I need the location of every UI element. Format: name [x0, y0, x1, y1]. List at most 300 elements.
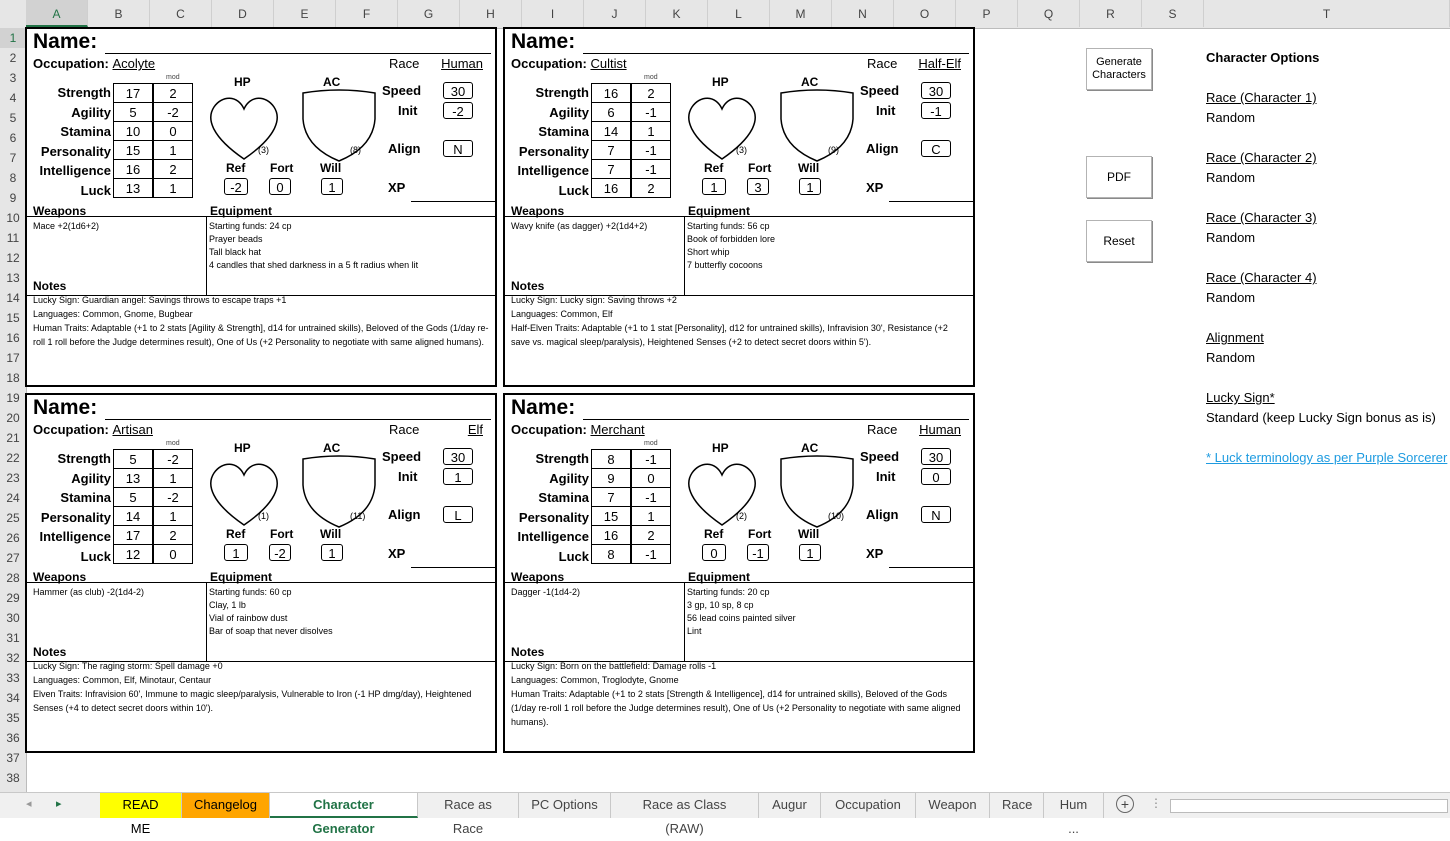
- sheet-tab[interactable]: Changelog: [182, 793, 270, 818]
- row-header[interactable]: 24: [6, 491, 20, 505]
- ac-value: (9): [828, 145, 839, 155]
- ac-label: AC: [323, 441, 341, 455]
- stat-row: [114, 526, 193, 545]
- stat-names: [27, 83, 111, 200]
- notes-text: [33, 293, 491, 349]
- stat-modifier: -2: [153, 488, 193, 507]
- will-label: Will: [320, 161, 342, 175]
- stat-modifier: 0: [631, 469, 671, 488]
- column-header[interactable]: M: [770, 0, 832, 27]
- stat-modifier: -1: [631, 160, 671, 179]
- stat-score[interactable]: 14: [114, 507, 154, 526]
- stat-modifier: 1: [153, 141, 193, 160]
- column-header[interactable]: Q: [1018, 0, 1080, 27]
- generate-characters-button[interactable]: Generate Characters: [1086, 48, 1152, 90]
- note-line: Lucky Sign: Lucky sign: Saving throws +2: [511, 295, 677, 305]
- race-character-1-value[interactable]: Random: [1206, 110, 1256, 125]
- row-header[interactable]: 27: [6, 551, 20, 565]
- note-line: Human Traits: Adaptable (+1 to 2 stats [Agility & Strength], d14 for untrained skills), Beloved of the Gods (1/day re-roll 1 roll before the Judge determines result), One of Us (+2 Personality to negotiate with same aligned humans).: [33, 323, 489, 347]
- race-character-2-value[interactable]: Random: [1206, 170, 1256, 185]
- sheet-tab-bar: [0, 792, 1450, 836]
- row-header[interactable]: 26: [6, 531, 20, 545]
- weapons-label: Weapons: [33, 570, 87, 584]
- equipment-item: 3 gp, 10 sp, 8 cp: [687, 600, 754, 610]
- sheet-tab[interactable]: PC Options: [519, 793, 611, 818]
- occupation-field: [511, 422, 645, 437]
- sheet-tab[interactable]: Character Generator: [270, 793, 418, 818]
- ref-label: Ref: [226, 527, 246, 541]
- stat-row: [114, 122, 193, 141]
- ref-save-box[interactable]: -2: [224, 178, 248, 195]
- race-character-3-label: Race (Character 3): [1206, 210, 1317, 225]
- speed-label: Speed: [382, 449, 422, 464]
- hp-value: (1): [258, 511, 269, 521]
- ref-save-box[interactable]: 1: [224, 544, 248, 561]
- sheet-tab[interactable]: Augur: [759, 793, 821, 818]
- sheet-tab[interactable]: Weapon: [916, 793, 990, 818]
- stat-score[interactable]: 8: [592, 545, 632, 564]
- stat-name: Strength: [57, 85, 111, 100]
- stat-name: Agility: [549, 470, 589, 486]
- reset-button[interactable]: Reset: [1086, 220, 1152, 262]
- equipment-item: Lint: [687, 626, 702, 636]
- horizontal-scrollbar[interactable]: [1170, 799, 1448, 813]
- race-label: Race: [389, 422, 420, 437]
- notes-label: Notes: [511, 645, 545, 659]
- will-save-box[interactable]: 1: [321, 544, 343, 561]
- ac-label: AC: [801, 441, 819, 455]
- stat-name: Luck: [80, 548, 111, 564]
- column-header[interactable]: R: [1080, 0, 1142, 27]
- column-header[interactable]: A: [26, 0, 88, 27]
- heart-icon: [204, 455, 284, 529]
- hp-label: HP: [712, 441, 729, 455]
- stat-row: [114, 141, 193, 160]
- stats-table: [113, 83, 193, 198]
- occupation-field: [511, 56, 627, 71]
- column-header[interactable]: L: [708, 0, 770, 27]
- stat-score[interactable]: 13: [114, 469, 154, 488]
- stat-row: [592, 450, 671, 469]
- stat-score[interactable]: 9: [592, 469, 632, 488]
- name-field[interactable]: [105, 419, 491, 420]
- row-header[interactable]: 11: [6, 231, 20, 245]
- equipment-item: 56 lead coins painted silver: [687, 613, 796, 623]
- equipment-list: [687, 220, 775, 272]
- init-box[interactable]: -1: [921, 102, 951, 119]
- stat-modifier: -1: [631, 488, 671, 507]
- stat-modifier: 0: [153, 545, 193, 564]
- note-line: Half-Elven Traits: Adaptable (+1 to 1 stat [Personality], d12 for untrained skills), Infravision 30', Resistance (+2 save vs. magical sleep/paralysis), Heightened Senses (+2 to detect secret doors within 5').: [511, 323, 948, 347]
- equipment-item: 4 candles that shed darkness in a 5 ft radius when lit: [209, 260, 419, 270]
- stat-row: [114, 84, 193, 103]
- will-save-box[interactable]: 1: [799, 544, 821, 561]
- stat-row: [114, 179, 193, 198]
- stat-score[interactable]: 7: [592, 141, 632, 160]
- stat-row: [592, 507, 671, 526]
- stat-score[interactable]: 16: [592, 179, 632, 198]
- stat-modifier: 2: [631, 526, 671, 545]
- hp-label: HP: [234, 441, 251, 455]
- stat-name: Stamina: [60, 490, 111, 505]
- row-header[interactable]: 10: [6, 211, 20, 225]
- align-label: Align: [388, 507, 421, 522]
- race-character-1-label: Race (Character 1): [1206, 90, 1317, 105]
- sheet-tab[interactable]: Hum ...: [1044, 793, 1104, 818]
- equipment-item: Clay, 1 lb: [209, 600, 246, 610]
- stat-row: [592, 122, 671, 141]
- stat-row: [592, 84, 671, 103]
- row-header[interactable]: 15: [6, 311, 20, 325]
- equipment-item: Starting funds: 20 cp: [687, 587, 770, 597]
- occupation-value: Artisan: [112, 422, 153, 437]
- stat-name: Agility: [71, 470, 111, 486]
- will-label: Will: [798, 161, 820, 175]
- row-header[interactable]: 14: [6, 291, 20, 305]
- stats-table: [591, 449, 671, 564]
- stat-modifier: -1: [631, 141, 671, 160]
- weapons-label: Weapons: [511, 204, 565, 218]
- column-header[interactable]: F: [336, 0, 398, 27]
- stat-name: Luck: [80, 182, 111, 198]
- stat-row: [114, 545, 193, 564]
- name-field[interactable]: [583, 419, 969, 420]
- note-line: Lucky Sign: The raging storm: Spell damage +0: [33, 661, 223, 671]
- init-label: Init: [876, 103, 896, 118]
- row-header[interactable]: 21: [6, 431, 20, 445]
- init-label: Init: [398, 469, 418, 484]
- stat-modifier: 2: [153, 526, 193, 545]
- stat-modifier: 2: [631, 179, 671, 198]
- init-label: Init: [876, 469, 896, 484]
- fort-save-box[interactable]: 3: [747, 178, 769, 195]
- stat-row: [114, 488, 193, 507]
- column-header[interactable]: T: [1204, 0, 1450, 27]
- hp-label: HP: [234, 75, 251, 89]
- column-header[interactable]: C: [150, 0, 212, 27]
- stat-row: [592, 488, 671, 507]
- stats-table: [591, 83, 671, 198]
- note-line: Lucky Sign: Born on the battlefield: Damage rolls -1: [511, 661, 717, 671]
- stat-modifier: 2: [153, 160, 193, 179]
- ac-value: (11): [350, 511, 366, 521]
- stat-score[interactable]: 17: [114, 526, 154, 545]
- row-header[interactable]: 33: [6, 671, 20, 685]
- heart-icon: [682, 89, 762, 163]
- column-header[interactable]: I: [522, 0, 584, 27]
- stat-modifier: -1: [631, 103, 671, 122]
- stat-modifier: 1: [153, 469, 193, 488]
- speed-box[interactable]: 30: [443, 82, 473, 99]
- row-header[interactable]: 30: [6, 611, 20, 625]
- row-header[interactable]: 34: [6, 691, 20, 705]
- scroll-right-icon[interactable]: ▸: [56, 798, 62, 810]
- row-header[interactable]: 13: [6, 271, 20, 285]
- column-header[interactable]: O: [894, 0, 956, 27]
- divider: [684, 216, 685, 296]
- race-character-4-value[interactable]: Random: [1206, 290, 1256, 305]
- character-sheet: [503, 393, 975, 753]
- xp-field[interactable]: [411, 201, 495, 202]
- row-header[interactable]: 4: [9, 91, 17, 105]
- race-label: Race: [867, 422, 898, 437]
- hp-value: (3): [258, 145, 269, 155]
- equipment-list: [687, 586, 796, 638]
- name-field[interactable]: [583, 53, 969, 54]
- row-header[interactable]: 9: [9, 191, 17, 205]
- stats-table: [113, 449, 193, 564]
- stat-name: Strength: [535, 451, 589, 466]
- row-header[interactable]: 12: [6, 251, 20, 265]
- weapons-value: Dagger -1(1d4-2): [511, 587, 581, 597]
- row-header[interactable]: 19: [6, 391, 20, 405]
- stat-score[interactable]: 14: [592, 122, 632, 141]
- speed-box[interactable]: 30: [921, 448, 951, 465]
- row-header[interactable]: 37: [6, 751, 20, 765]
- init-box[interactable]: 1: [443, 468, 473, 485]
- occupation-value: Cultist: [590, 56, 627, 71]
- equipment-label: Equipment: [210, 570, 272, 584]
- column-headers: [0, 0, 1450, 29]
- fort-label: Fort: [270, 161, 294, 175]
- stat-names: [505, 83, 589, 200]
- will-save-box[interactable]: 1: [799, 178, 821, 195]
- stat-modifier: -2: [153, 103, 193, 122]
- tab-options-icon[interactable]: ⋮: [1150, 796, 1162, 810]
- column-header[interactable]: P: [956, 0, 1018, 27]
- character-sheet: [25, 393, 497, 753]
- stat-score[interactable]: 6: [592, 103, 632, 122]
- row-header[interactable]: 1: [0, 28, 26, 48]
- will-save-box[interactable]: 1: [321, 178, 343, 195]
- align-box[interactable]: N: [921, 506, 951, 523]
- stat-score[interactable]: 5: [114, 450, 154, 469]
- init-box[interactable]: 0: [921, 468, 951, 485]
- stat-score[interactable]: 7: [592, 160, 632, 179]
- row-header[interactable]: 16: [6, 331, 20, 345]
- stat-score[interactable]: 5: [114, 488, 154, 507]
- xp-label: XP: [866, 546, 884, 561]
- row-header[interactable]: 8: [9, 171, 17, 185]
- align-label: Align: [866, 507, 899, 522]
- fort-label: Fort: [748, 161, 772, 175]
- occupation-label: Occupation:: [511, 422, 587, 437]
- stat-score[interactable]: 7: [592, 488, 632, 507]
- stat-name: Luck: [558, 182, 589, 198]
- heart-icon: [204, 89, 284, 163]
- sheet-tab[interactable]: Race: [990, 793, 1044, 818]
- stat-score[interactable]: 15: [114, 141, 154, 160]
- add-sheet-icon[interactable]: +: [1116, 795, 1134, 813]
- ref-label: Ref: [226, 161, 246, 175]
- stat-score[interactable]: 16: [592, 526, 632, 545]
- xp-label: XP: [388, 180, 406, 195]
- fort-save-box[interactable]: -1: [747, 544, 769, 561]
- name-field[interactable]: [105, 53, 491, 54]
- stat-score[interactable]: 17: [114, 84, 154, 103]
- xp-field[interactable]: [889, 567, 973, 568]
- stat-names: [27, 449, 111, 566]
- stat-name: Stamina: [538, 124, 589, 139]
- stat-name: Stamina: [538, 490, 589, 505]
- stat-score[interactable]: 15: [592, 507, 632, 526]
- lucky-sign-label: Lucky Sign*: [1206, 390, 1275, 405]
- row-header[interactable]: 7: [9, 151, 17, 165]
- align-box[interactable]: L: [443, 506, 473, 523]
- occupation-value: Acolyte: [112, 56, 156, 71]
- row-header[interactable]: 5: [9, 111, 17, 125]
- note-line: Elven Traits: Infravision 60', Immune to magic sleep/paralysis, Vulnerable to Iron (-1 HP dmg/day), Heightened Senses (+4 to detect secret doors within 10').: [33, 689, 472, 713]
- init-label: Init: [398, 103, 418, 118]
- ac-label: AC: [801, 75, 819, 89]
- occupation-field: [33, 422, 153, 437]
- equipment-list: [209, 586, 333, 638]
- mod-label: mod: [644, 74, 658, 81]
- note-line: Languages: Common, Gnome, Bugbear: [33, 309, 193, 319]
- xp-field[interactable]: [411, 567, 495, 568]
- hp-label: HP: [712, 75, 729, 89]
- column-header[interactable]: S: [1142, 0, 1204, 27]
- shield-icon: [777, 455, 857, 529]
- column-header[interactable]: K: [646, 0, 708, 27]
- luck-terminology-link[interactable]: * Luck terminology as per Purple Sorcerer: [1206, 450, 1448, 465]
- column-header[interactable]: N: [832, 0, 894, 27]
- column-header[interactable]: H: [460, 0, 522, 27]
- fort-save-box[interactable]: 0: [269, 178, 291, 195]
- column-header[interactable]: J: [584, 0, 646, 27]
- align-box[interactable]: N: [443, 140, 473, 157]
- stat-score[interactable]: 16: [114, 160, 154, 179]
- occupation-label: Occupation:: [511, 56, 587, 71]
- character-sheet: [25, 27, 497, 387]
- stat-name: Agility: [71, 104, 111, 120]
- column-header[interactable]: G: [398, 0, 460, 27]
- notes-label: Notes: [33, 645, 67, 659]
- row-header[interactable]: 36: [6, 731, 20, 745]
- init-box[interactable]: -2: [443, 102, 473, 119]
- stat-name: Intelligence: [39, 163, 111, 178]
- divider: [206, 216, 207, 296]
- notes-text: [511, 659, 969, 729]
- speed-box[interactable]: 30: [443, 448, 473, 465]
- row-header[interactable]: 23: [6, 471, 20, 485]
- will-label: Will: [798, 527, 820, 541]
- row-header[interactable]: 38: [6, 771, 20, 785]
- align-label: Align: [388, 141, 421, 156]
- stat-name: Personality: [518, 143, 589, 159]
- ac-label: AC: [323, 75, 341, 89]
- stat-row: [114, 160, 193, 179]
- stat-name: Intelligence: [517, 163, 589, 178]
- row-header[interactable]: 6: [9, 131, 17, 145]
- fort-save-box[interactable]: -2: [269, 544, 291, 561]
- race-value: Human: [441, 56, 483, 71]
- hp-value: (2): [736, 511, 747, 521]
- stat-name: Strength: [57, 451, 111, 466]
- note-line: Languages: Common, Troglodyte, Gnome: [511, 675, 679, 685]
- stat-modifier: 1: [153, 179, 193, 198]
- scroll-left-icon[interactable]: ◂: [26, 798, 32, 810]
- row-header[interactable]: 31: [6, 631, 20, 645]
- stat-score[interactable]: 12: [114, 545, 154, 564]
- row-header[interactable]: 18: [6, 371, 20, 385]
- speed-label: Speed: [860, 449, 900, 464]
- stat-modifier: -1: [631, 545, 671, 564]
- stat-modifier: 1: [631, 122, 671, 141]
- equipment-label: Equipment: [688, 204, 750, 218]
- column-header[interactable]: E: [274, 0, 336, 27]
- sheet-tab[interactable]: Occupation: [821, 793, 916, 818]
- ref-save-box[interactable]: 1: [702, 178, 726, 195]
- race-character-3-value[interactable]: Random: [1206, 230, 1256, 245]
- row-header[interactable]: 28: [6, 571, 20, 585]
- alignment-value[interactable]: Random: [1206, 350, 1256, 365]
- row-header[interactable]: 29: [6, 591, 20, 605]
- sheet-tab[interactable]: READ ME: [100, 793, 182, 818]
- equipment-item: 7 butterfly cocoons: [687, 260, 763, 270]
- row-header[interactable]: 22: [6, 451, 20, 465]
- equipment-item: Tall black hat: [209, 247, 262, 257]
- pdf-button[interactable]: PDF: [1086, 156, 1152, 198]
- notes-label: Notes: [511, 279, 545, 293]
- stat-score[interactable]: 16: [592, 84, 632, 103]
- character-sheet: [503, 27, 975, 387]
- equipment-item: Short whip: [687, 247, 730, 257]
- stat-row: [114, 507, 193, 526]
- xp-field[interactable]: [889, 201, 973, 202]
- stat-score[interactable]: 13: [114, 179, 154, 198]
- fort-label: Fort: [270, 527, 294, 541]
- stat-score[interactable]: 10: [114, 122, 154, 141]
- row-header[interactable]: 2: [9, 51, 17, 65]
- stat-row: [592, 545, 671, 564]
- equipment-label: Equipment: [210, 204, 272, 218]
- shield-icon: [299, 455, 379, 529]
- stat-name: Strength: [535, 85, 589, 100]
- speed-label: Speed: [860, 83, 900, 98]
- row-header[interactable]: 20: [6, 411, 20, 425]
- xp-label: XP: [388, 546, 406, 561]
- stat-modifier: -1: [631, 450, 671, 469]
- row-header[interactable]: 3: [9, 71, 17, 85]
- align-box[interactable]: C: [921, 140, 951, 157]
- stat-modifier: 1: [153, 507, 193, 526]
- stat-row: [592, 160, 671, 179]
- hp-value: (3): [736, 145, 747, 155]
- race-value: Human: [919, 422, 961, 437]
- row-header[interactable]: 32: [6, 651, 20, 665]
- sheet-tab[interactable]: Race as Race: [418, 793, 519, 818]
- sheet-tab[interactable]: Race as Class (RAW): [611, 793, 759, 818]
- stat-score[interactable]: 5: [114, 103, 154, 122]
- ref-save-box[interactable]: 0: [702, 544, 726, 561]
- column-header[interactable]: D: [212, 0, 274, 27]
- row-header[interactable]: 17: [6, 351, 20, 365]
- weapons-value: Mace +2(1d6+2): [33, 221, 100, 231]
- column-header[interactable]: B: [88, 0, 150, 27]
- weapons-value: Wavy knife (as dagger) +2(1d4+2): [511, 221, 648, 231]
- equipment-item: Prayer beads: [209, 234, 263, 244]
- stat-score[interactable]: 8: [592, 450, 632, 469]
- row-header[interactable]: 25: [6, 511, 20, 525]
- stat-name: Stamina: [60, 124, 111, 139]
- row-header[interactable]: 35: [6, 711, 20, 725]
- speed-box[interactable]: 30: [921, 82, 951, 99]
- equipment-item: Starting funds: 60 cp: [209, 587, 292, 597]
- stat-row: [114, 469, 193, 488]
- lucky-sign-value[interactable]: Standard (keep Lucky Sign bonus as is): [1206, 410, 1436, 425]
- note-line: Human Traits: Adaptable (+1 to 2 stats [Strength & Intelligence], d14 for untrained skills), Beloved of the Gods (1/day re-roll 1 roll before the Judge determines result), One of Us (+2 Personality to negotiate with same aligned humans).: [511, 689, 961, 727]
